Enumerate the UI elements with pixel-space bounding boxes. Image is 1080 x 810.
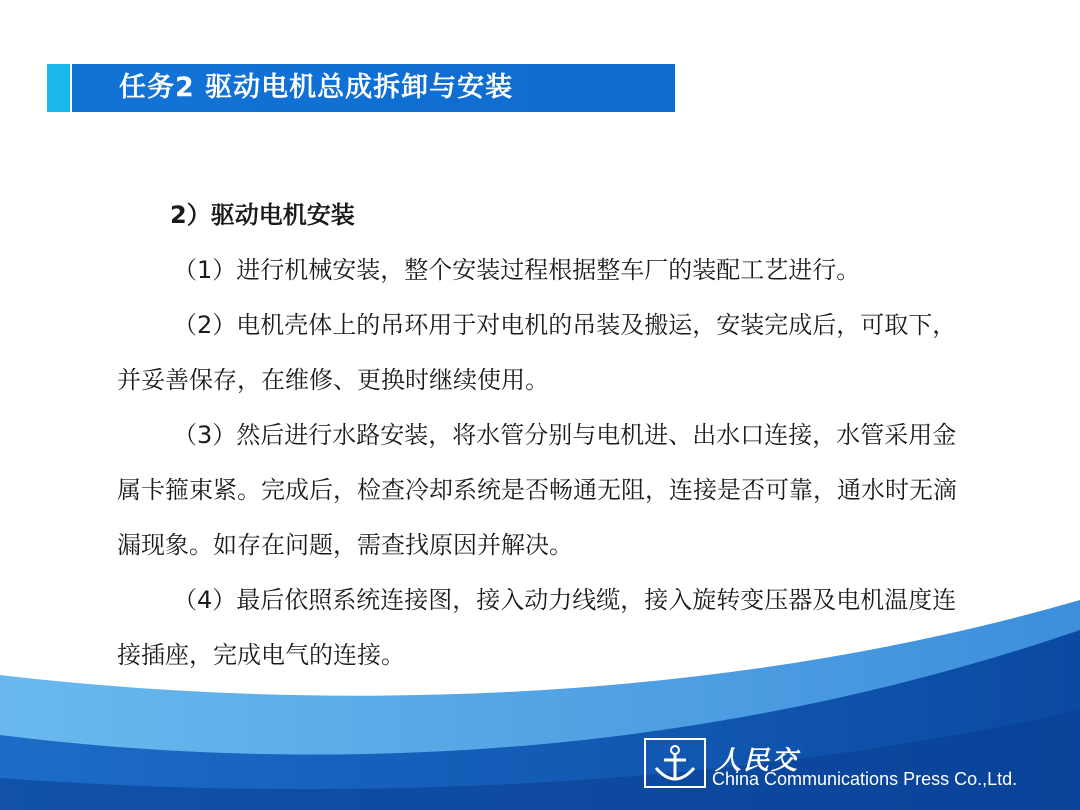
- title-accent-stripe: [47, 64, 70, 112]
- section-heading: 2）驱动电机安装: [170, 201, 355, 229]
- paragraph-2: （2）电机壳体上的吊环用于对电机的吊装及搬运，安装完成后，可取下，并妥善保存，在维修、更换时继续使用。: [117, 311, 957, 394]
- paragraph-4: （4）最后依照系统连接图，接入动力线缆，接入旋转变压器及电机温度连接插座，完成电气的连接。: [117, 586, 957, 669]
- publisher-name-en: China Communications Press Co.,Ltd.: [712, 769, 1018, 789]
- slide-title: 任务2 驱动电机总成拆卸与安装: [119, 72, 514, 103]
- paragraph-1: （1）进行机械安装，整个安装过程根据整车厂的装配工艺进行。: [173, 256, 861, 284]
- paragraph-3: （3）然后进行水路安装，将水管分别与电机进、出水口连接，水管采用金属卡箍束紧。完成后，检查冷却系统是否畅通无阻，连接是否可靠，通水时无滴漏现象。如存在问题，需查找原因并解决。: [117, 421, 957, 559]
- anchor-logo-icon: [644, 738, 706, 788]
- publisher-name-cn: 人民交: [715, 746, 800, 776]
- title-bar: [47, 64, 675, 112]
